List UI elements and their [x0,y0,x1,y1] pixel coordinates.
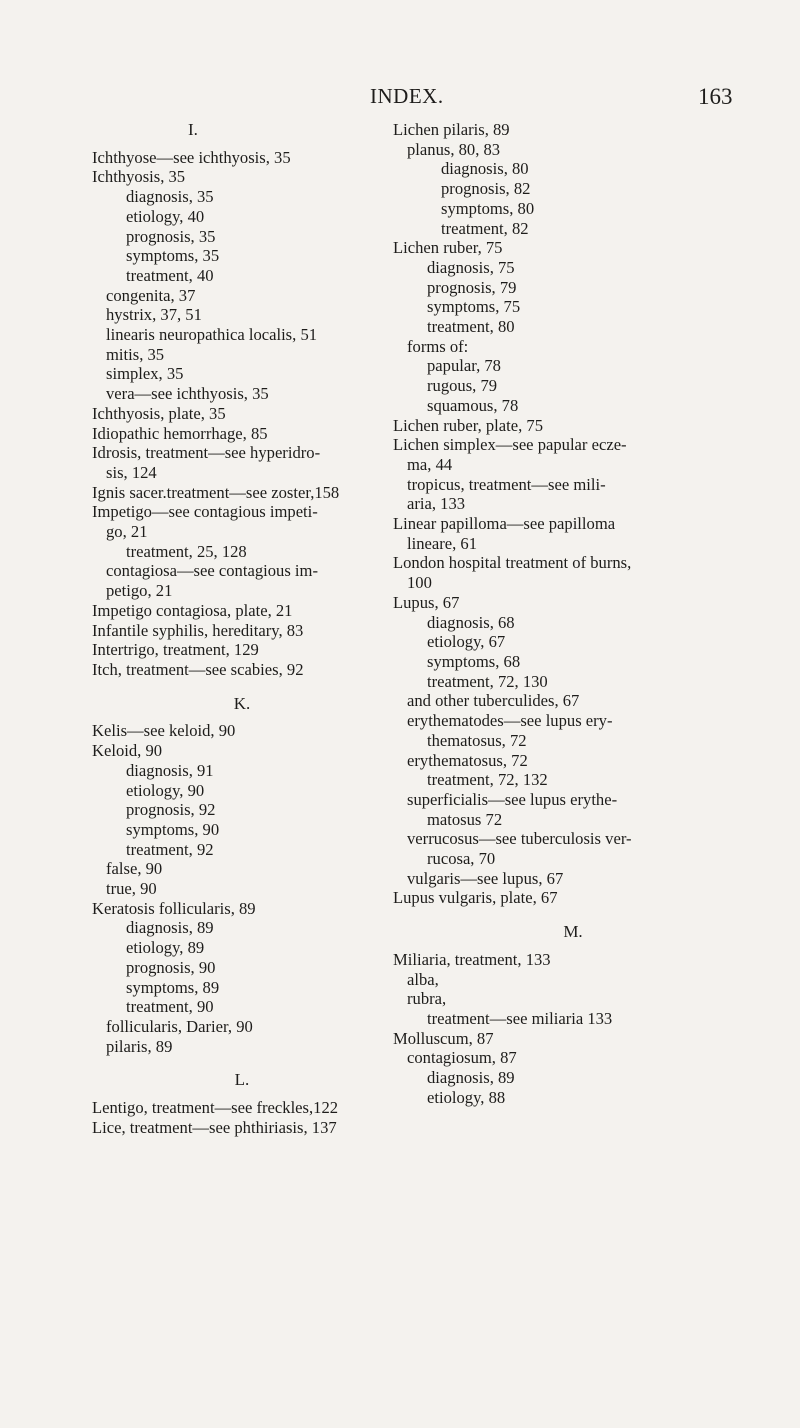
index-subentry: linearis neuropathica localis, 51 [106,325,318,345]
index-subentry: symptoms, 90 [126,819,220,839]
index-entry: Idrosis, treatment—see hyperidro- [92,443,321,463]
index-subentry: symptoms, 75 [427,297,521,317]
index-subentry: true, 90 [106,879,157,899]
index-subentry: follicularis, Darier, 90 [106,1016,253,1036]
index-subentry: etiology, 88 [427,1087,506,1107]
index-subentry: petigo, 21 [106,581,173,601]
index-subentry: treatment, 82 [441,218,529,238]
index-subentry: and other tuberculides, 67 [407,691,580,711]
index-subentry: sis, 124 [106,462,157,482]
index-subentry: congenita, 37 [106,285,196,305]
index-subentry: etiology, 90 [126,780,205,800]
index-subentry: tropicus, treatment—see mili- [407,474,606,494]
index-subentry: treatment, 72, 132 [427,770,548,790]
index-subentry: prognosis, 79 [427,277,517,297]
index-entry: Lichen ruber, plate, 75 [393,415,543,435]
index-entry: Impetigo—see contagious impeti- [92,502,318,522]
index-entry: Ignis sacer.treatment—see zoster,158 [92,482,340,502]
section-letter: I. [188,120,198,139]
index-subentry: verrucosus—see tuberculosis ver- [407,829,632,849]
index-subentry: contagiosum, 87 [407,1048,517,1068]
index-subentry: aria, 133 [407,494,466,514]
index-entry: Lichen simplex—see papular ecze- [393,435,627,455]
index-entry: Lentigo, treatment—see freckles,122 [92,1098,339,1118]
index-subentry: etiology, 67 [427,632,506,652]
index-entry: Itch, treatment—see scabies, 92 [92,659,304,679]
index-entry: Linear papilloma—see papilloma [393,514,616,534]
index-subentry: erythematodes—see lupus ery- [407,711,613,731]
index-entry: Ichthyose—see ichthyosis, 35 [92,147,291,167]
index-column-right [393,120,753,1107]
index-subentry: lineare, 61 [407,533,478,553]
index-subentry: ma, 44 [407,454,453,474]
index-subentry: pilaris, 89 [106,1036,173,1056]
index-entry: Lice, treatment—see phthiriasis, 137 [92,1117,337,1137]
index-subentry: diagnosis, 75 [427,257,515,277]
index-entry: Ichthyosis, plate, 35 [92,403,226,423]
index-subentry: vulgaris—see lupus, 67 [407,868,564,888]
index-entry: Miliaria, treatment, 133 [393,949,551,969]
index-subentry: symptoms, 35 [126,246,220,266]
index-subentry: treatment, 25, 128 [126,541,247,561]
index-entry: Molluscum, 87 [393,1028,494,1048]
index-subentry: diagnosis, 89 [427,1068,515,1088]
index-subentry: superficialis—see lupus erythe- [407,789,618,809]
index-subentry: mitis, 35 [106,344,165,364]
index-subentry: diagnosis, 68 [427,612,515,632]
section-letter: M. [563,922,583,942]
index-subentry: diagnosis, 35 [126,187,214,207]
index-subentry: matosus 72 [427,809,503,829]
running-title: INDEX. [370,84,444,108]
index-subentry: prognosis, 90 [126,957,216,977]
index-subentry: planus, 80, 83 [407,139,501,159]
index-subentry: treatment—see miliaria 133 [427,1008,613,1028]
index-subentry: diagnosis, 80 [441,159,529,179]
index-subentry: treatment, 90 [126,997,214,1017]
index-subentry: prognosis, 92 [126,800,216,820]
index-subentry: treatment, 92 [126,839,214,859]
index-subentry: etiology, 40 [126,206,205,226]
index-entry: Lupus, 67 [393,592,460,612]
index-entry: Kelis—see keloid, 90 [92,721,236,741]
index-entry: Keloid, 90 [92,741,163,761]
index-subentry: squamous, 78 [427,395,519,415]
index-subentry: prognosis, 35 [126,226,216,246]
index-column-left [92,120,392,1137]
index-subentry: treatment, 80 [427,317,515,337]
index-entry: Keratosis follicularis, 89 [92,898,256,918]
index-entry: Impetigo contagiosa, plate, 21 [92,600,293,620]
index-subentry: forms of: [407,336,469,356]
index-subentry: papular, 78 [427,356,501,376]
index-subentry: etiology, 89 [126,938,205,958]
index-subentry: hystrix, 37, 51 [106,305,202,325]
index-subentry: rucosa, 70 [427,849,496,869]
index-entry: London hospital treatment of burns, [393,553,632,573]
index-subentry: alba, [407,969,439,989]
index-entry: Lichen pilaris, 89 [393,120,510,139]
index-subentry: vera—see ichthyosis, 35 [106,384,269,404]
index-subentry: rugous, 79 [427,376,498,396]
section-letter: L. [234,1070,250,1090]
index-subentry: treatment, 72, 130 [427,671,548,691]
index-subentry: false, 90 [106,859,163,879]
index-subentry: symptoms, 68 [427,651,521,671]
index-entry: Infantile syphilis, hereditary, 83 [92,620,304,640]
section-letter: K. [233,693,251,713]
index-subentry: diagnosis, 89 [126,918,214,938]
index-subentry: treatment, 40 [126,265,214,285]
index-subentry: diagnosis, 91 [126,760,214,780]
index-subentry: go, 21 [106,522,148,542]
index-subentry: erythematosus, 72 [407,750,528,770]
index-subentry: thematosus, 72 [427,730,527,750]
page-number: 163 [698,84,733,109]
index-subentry: symptoms, 80 [441,198,535,218]
index-entry: Idiopathic hemorrhage, 85 [92,423,268,443]
index-subentry: 100 [407,573,432,593]
index-entry: Ichthyosis, 35 [92,167,186,187]
index-entry: Lupus vulgaris, plate, 67 [393,888,558,908]
index-subentry: simplex, 35 [106,364,184,384]
index-subentry: rubra, [407,989,447,1009]
index-subentry: contagiosa—see contagious im- [106,561,318,581]
index-subentry: prognosis, 82 [441,179,531,199]
index-entry: Lichen ruber, 75 [393,238,503,258]
index-entry: Intertrigo, treatment, 129 [92,640,259,660]
index-subentry: symptoms, 89 [126,977,220,997]
